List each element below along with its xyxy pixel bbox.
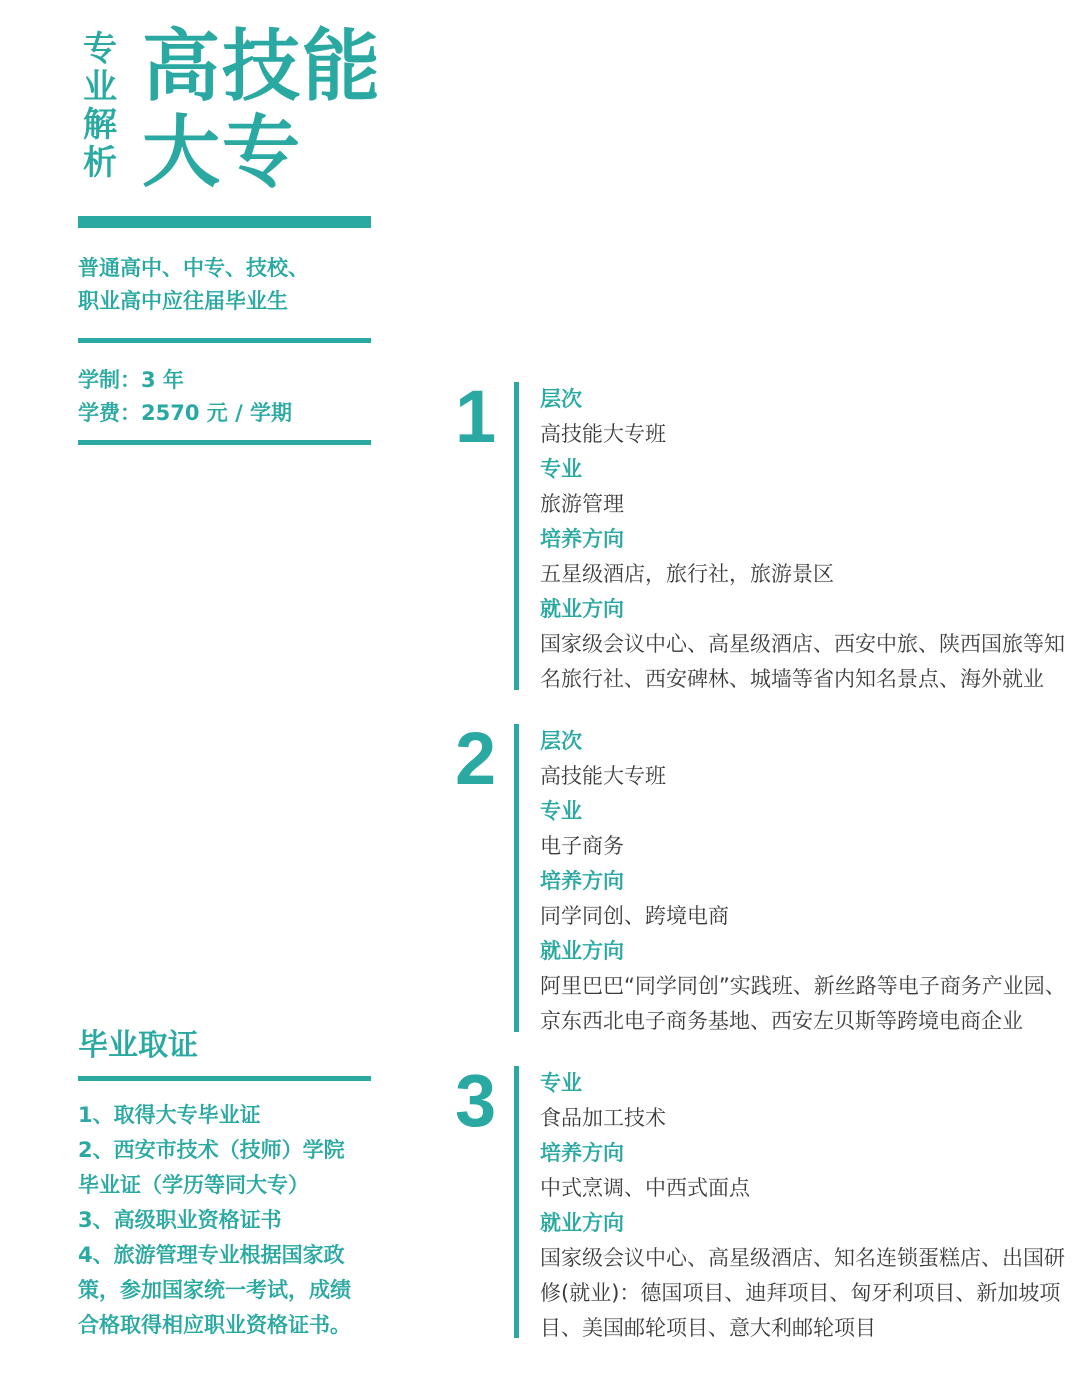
vertical-label-char: 析 [83,143,117,183]
field-label: 层次 [540,729,582,753]
duration-text: 学制：3 年 [78,368,184,392]
title-line-1: 高技能 [142,22,383,112]
certification-item: 1、取得大专毕业证 [78,1103,261,1127]
eligibility-divider [78,338,371,343]
program-divider [514,1066,519,1338]
field-value: 同学同创、跨境电商 [540,904,729,928]
field-value: 国家级会议中心、高星级酒店、西安中旅、陕西国旅等知名旅行社、西安碑林、城墙等省内知名景点、海外就业 [540,632,1065,691]
field-value: 高技能大专班 [540,764,666,788]
field-value: 高技能大专班 [540,422,666,446]
field-label: 就业方向 [540,939,624,963]
eligibility-line: 普通高中、中专、技校、 [78,256,309,280]
field-value: 旅游管理 [540,492,624,516]
program-divider [514,724,519,1032]
vertical-label-char: 解 [83,105,117,145]
program-number: 2 [455,717,497,800]
field-value: 国家级会议中心、高星级酒店、知名连锁蛋糕店、出国研修(就业)：德国项目、迪拜项目、匈牙利项目、新加坡项目、美国邮轮项目、意大利邮轮项目 [540,1246,1065,1340]
title-line-2: 大专 [142,108,303,198]
field-value: 五星级酒店，旅行社，旅游景区 [540,562,834,586]
field-label: 培养方向 [540,869,624,893]
field-value: 食品加工技术 [540,1106,666,1130]
field-label: 专业 [540,1071,582,1095]
vertical-label-char: 专 [83,29,117,69]
certification-item: 4、旅游管理专业根据国家政 [78,1243,345,1267]
certification-item: 3、高级职业资格证书 [78,1208,282,1232]
field-label: 就业方向 [540,597,624,621]
eligibility-text [78,252,309,318]
eligibility-line: 职业高中应往届毕业生 [78,289,288,313]
program-block [540,1066,1070,1346]
field-label: 培养方向 [540,1141,624,1165]
certification-heading: 毕业取证 [78,1028,198,1063]
fees-text [78,364,292,430]
field-label: 专业 [540,799,582,823]
field-label: 专业 [540,457,582,481]
tuition-text: 学费：2570 元 / 学期 [78,401,293,425]
fees-divider [78,440,371,445]
certification-item: 策，参加国家统一考试，成绩 [78,1278,351,1302]
field-value: 阿里巴巴“同学同创”实践班、新丝路等电子商务产业园、京东西北电子商务基地、西安左贝斯等跨境电商企业 [540,974,1066,1033]
certification-list [78,1098,378,1343]
certification-item: 毕业证（学历等同大专） [78,1173,309,1197]
program-number: 1 [455,375,497,458]
field-label: 培养方向 [540,527,624,551]
program-block [540,724,1070,1039]
program-block [540,382,1070,697]
field-label: 层次 [540,387,582,411]
vertical-label-char: 业 [83,67,117,107]
program-number: 3 [455,1059,497,1142]
certification-item: 2、西安市技术（技师）学院 [78,1138,345,1162]
certification-divider [78,1076,371,1081]
title-divider [78,216,371,228]
field-value: 电子商务 [540,834,624,858]
certification-item: 合格取得相应职业资格证书。 [78,1313,351,1337]
page-title [142,24,382,196]
field-label: 就业方向 [540,1211,624,1235]
vertical-section-label [80,30,120,182]
field-value: 中式烹调、中西式面点 [540,1176,750,1200]
program-divider [514,382,519,690]
